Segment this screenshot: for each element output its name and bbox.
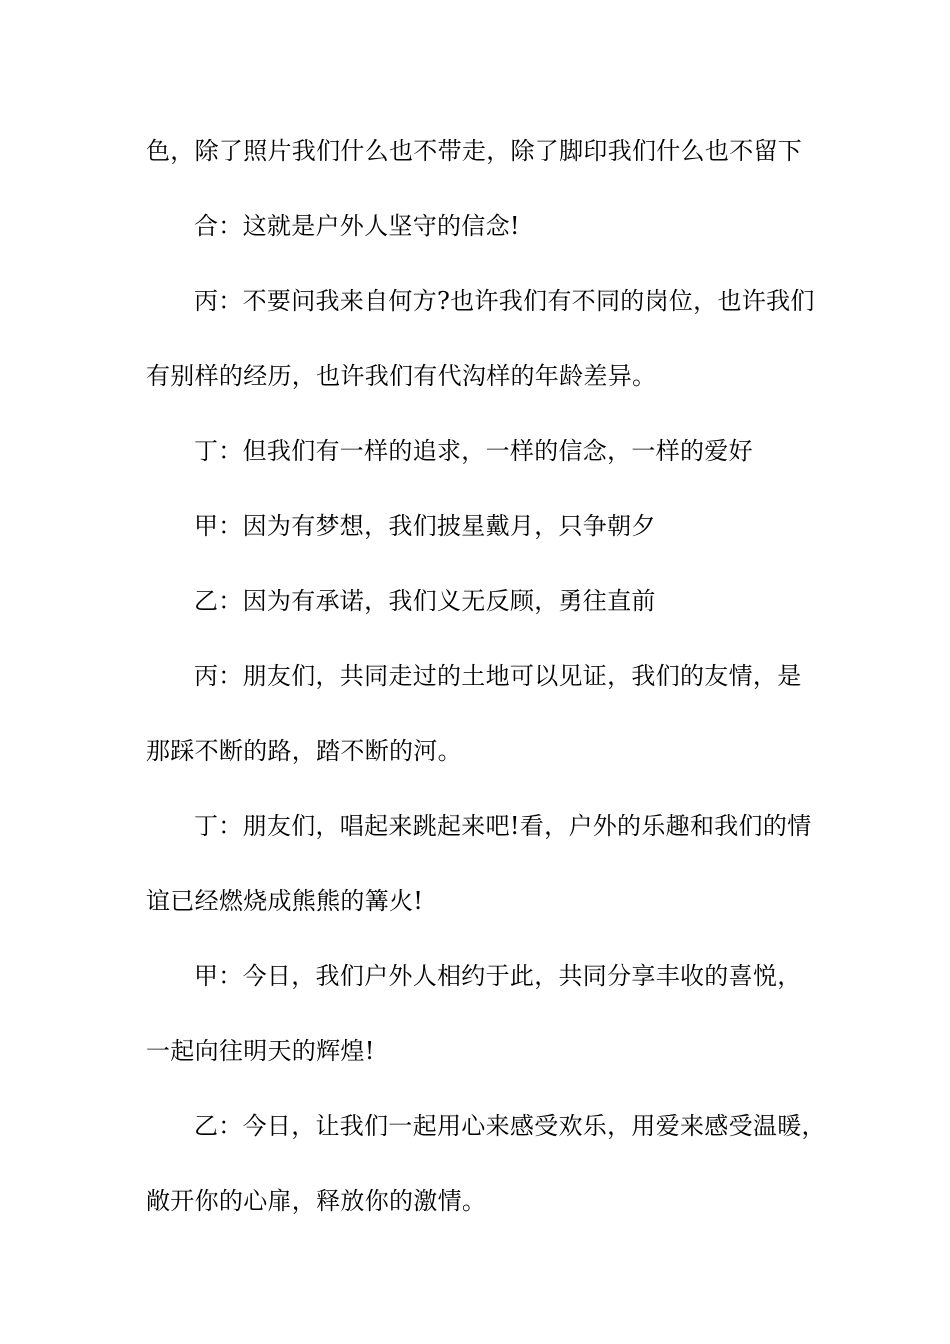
text-line-7: 乙：因为有承诺，我们义无反顾，勇往直前 [194, 587, 656, 615]
text-line-12: 甲：今日，我们户外人相约于此，共同分享丰收的喜悦， [194, 962, 802, 990]
text-line-15: 敞开你的心扉，释放你的激情。 [146, 1187, 487, 1215]
text-line-1: 色，除了照片我们什么也不带走，除了脚印我们什么也不留下 [146, 137, 803, 165]
text-line-10: 丁：朋友们，唱起来跳起来吧!看，户外的乐趣和我们的情 [194, 812, 812, 840]
text-line-8: 丙：朋友们，共同走过的土地可以见证，我们的友情，是 [194, 662, 802, 690]
text-line-4: 有别样的经历，也许我们有代沟样的年龄差异。 [146, 362, 657, 390]
text-line-9: 那踩不断的路，踏不断的河。 [146, 737, 462, 765]
text-line-5: 丁：但我们有一样的追求，一样的信念，一样的爱好 [194, 437, 753, 465]
text-line-6: 甲：因为有梦想，我们披星戴月，只争朝夕 [194, 512, 656, 540]
text-line-13: 一起向往明天的辉煌! [146, 1037, 375, 1065]
text-line-3: 丙：不要问我来自何方?也许我们有不同的岗位，也许我们 [194, 287, 815, 315]
text-line-2: 合：这就是户外人坚守的信念! [194, 212, 520, 240]
text-line-14: 乙：今日，让我们一起用心来感受欢乐，用爱来感受温暖， [194, 1112, 826, 1140]
text-line-11: 谊已经燃烧成熊熊的篝火! [146, 887, 424, 915]
